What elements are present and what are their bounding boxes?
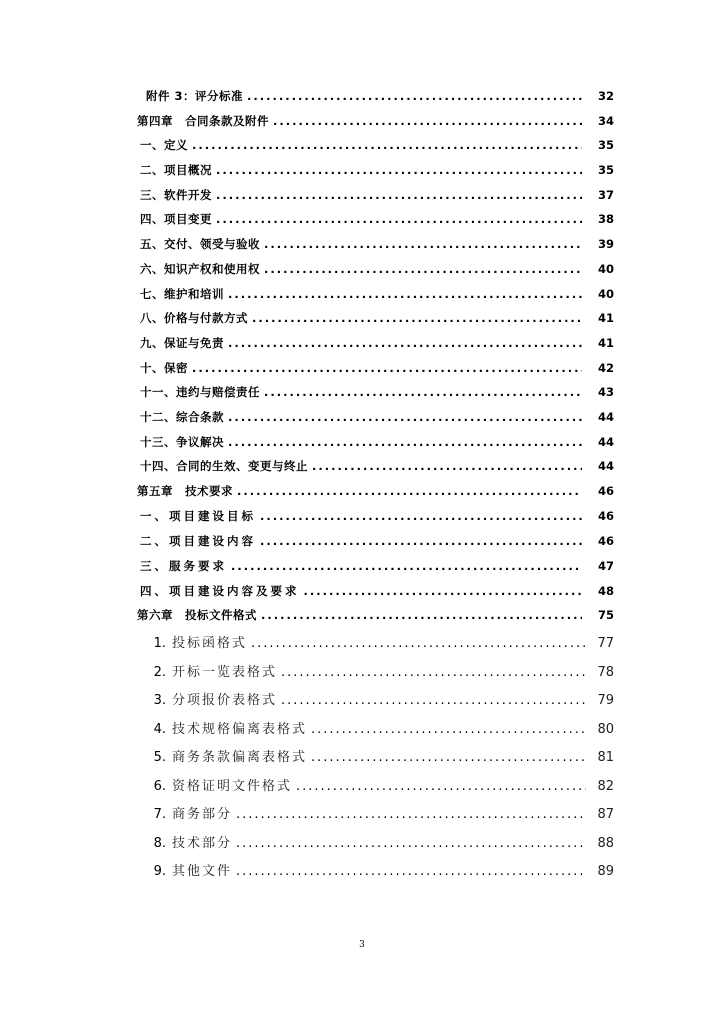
toc-leader-dots <box>264 262 582 276</box>
toc-entry-title: 六、知识产权和使用权 <box>140 262 260 276</box>
toc-format-page: 82 <box>597 779 614 794</box>
toc-entry-page: 42 <box>597 361 614 375</box>
toc-entry-page: 41 <box>597 311 614 325</box>
toc-leader-dots <box>281 693 586 708</box>
toc-entry-title: 二、项目概况 <box>140 163 212 177</box>
toc-entry-page: 38 <box>597 212 614 226</box>
toc-format-number: 6. <box>153 779 166 794</box>
toc-leader-dots <box>261 608 582 622</box>
toc-format-page: 79 <box>597 693 614 708</box>
toc-format-page: 80 <box>597 722 614 737</box>
toc-entry-c6[interactable] <box>140 261 614 283</box>
toc-leader-dots <box>237 484 582 498</box>
toc-entry-title: 十、保密 <box>140 361 188 375</box>
toc-entry-page: 44 <box>597 435 614 449</box>
toc-leader-dots <box>260 509 582 523</box>
toc-entry-title: 二、项目建设内容 <box>140 534 256 548</box>
toc-entry-title: 七、维护和培训 <box>140 287 224 301</box>
toc-format-entry[interactable] <box>140 832 614 860</box>
toc-leader-dots <box>192 138 582 152</box>
toc-leader-dots <box>281 665 586 680</box>
toc-entry-c1[interactable] <box>140 137 614 159</box>
toc-entry-c4[interactable] <box>140 211 614 233</box>
toc-format-entry[interactable] <box>140 746 614 774</box>
toc-entry-chapter-5[interactable] <box>137 483 614 505</box>
toc-entry-page: 41 <box>597 336 614 350</box>
toc-entry-title: 一、定义 <box>140 138 188 152</box>
toc-leader-dots <box>216 163 582 177</box>
toc-entry-c2[interactable] <box>140 162 614 184</box>
toc-entry-c12[interactable] <box>140 409 614 431</box>
toc-entry-page: 75 <box>597 608 614 622</box>
toc-leader-dots <box>264 385 582 399</box>
toc-entry-page: 47 <box>597 559 614 573</box>
toc-format-page: 78 <box>597 665 614 680</box>
toc-entry-chapter-4[interactable] <box>137 113 614 135</box>
toc-entry-title: 第六章 投标文件格式 <box>137 608 257 622</box>
toc-leader-dots <box>312 459 582 473</box>
toc-format-title: 投标函格式 <box>172 636 248 651</box>
toc-format-page: 89 <box>597 864 614 879</box>
toc-leader-dots <box>264 237 582 251</box>
toc-format-number: 1. <box>153 636 166 651</box>
toc-leader-dots <box>228 435 582 449</box>
toc-format-number: 5. <box>153 750 166 765</box>
toc-format-page: 87 <box>597 807 614 822</box>
toc-format-number: 9. <box>153 864 166 879</box>
toc-format-title: 技术规格偏离表格式 <box>172 722 308 737</box>
toc-entry-title: 九、保证与免责 <box>140 336 224 350</box>
toc-entry-page: 46 <box>597 534 614 548</box>
toc-leader-dots <box>273 114 582 128</box>
toc-format-entry[interactable] <box>140 860 614 888</box>
toc-entry-c3[interactable] <box>140 187 614 209</box>
toc-format-entry[interactable] <box>140 632 614 660</box>
toc-format-title: 商务条款偏离表格式 <box>172 750 308 765</box>
toc-entry-title: 十一、违约与赔偿责任 <box>140 385 260 399</box>
toc-entry-page: 34 <box>597 114 614 128</box>
toc-leader-dots <box>216 188 582 202</box>
toc-leader-dots <box>304 584 583 598</box>
toc-entry-page: 40 <box>597 287 614 301</box>
toc-leader-dots <box>251 636 586 651</box>
toc-format-entry[interactable] <box>140 661 614 689</box>
toc-entry-title: 四、项目建设内容及要求 <box>140 584 300 598</box>
toc-entry-title: 十三、争议解决 <box>140 435 224 449</box>
toc-entry-page: 46 <box>597 484 614 498</box>
toc-entry-page: 40 <box>597 262 614 276</box>
toc-entry-page: 37 <box>597 188 614 202</box>
toc-entry-c14[interactable] <box>140 458 614 480</box>
toc-entry-title: 十四、合同的生效、变更与终止 <box>140 459 308 473</box>
toc-format-entry[interactable] <box>140 803 614 831</box>
toc-entry-page: 35 <box>597 138 614 152</box>
toc-leader-dots <box>236 807 586 822</box>
toc-leader-dots <box>236 864 586 879</box>
toc-leader-dots <box>228 410 582 424</box>
toc-leader-dots <box>247 89 582 103</box>
toc-format-title: 技术部分 <box>172 836 233 851</box>
toc-leader-dots <box>231 559 582 573</box>
toc-entry-c5[interactable] <box>140 236 614 258</box>
toc-entry-page: 32 <box>597 89 614 103</box>
toc-entry-title: 八、价格与付款方式 <box>140 311 248 325</box>
toc-format-number: 8. <box>153 836 166 851</box>
toc-format-number: 2. <box>153 665 166 680</box>
toc-entry-page: 44 <box>597 410 614 424</box>
page-number: 3 <box>359 940 365 950</box>
toc-format-title: 开标一览表格式 <box>172 665 278 680</box>
toc-entry-chapter-6[interactable] <box>137 607 614 629</box>
toc-entry-c13[interactable] <box>140 434 614 456</box>
toc-format-title: 其他文件 <box>172 864 233 879</box>
toc-leader-dots <box>236 836 586 851</box>
toc-entry-page: 44 <box>597 459 614 473</box>
toc-entry-c11[interactable] <box>140 384 614 406</box>
toc-leader-dots <box>216 212 582 226</box>
toc-leader-dots <box>228 336 582 350</box>
toc-format-page: 77 <box>597 636 614 651</box>
toc-entry-page: 35 <box>597 163 614 177</box>
toc-entry-t2[interactable] <box>140 533 614 555</box>
toc-entry-appendix-3[interactable] <box>146 88 614 110</box>
toc-format-page: 81 <box>597 750 614 765</box>
toc-entry-t1[interactable] <box>140 508 614 530</box>
toc-entry-title: 一、项目建设目标 <box>140 509 256 523</box>
toc-format-number: 4. <box>153 722 166 737</box>
toc-format-title: 分项报价表格式 <box>172 693 278 708</box>
toc-entry-c9[interactable] <box>140 335 614 357</box>
toc-entry-page: 48 <box>597 584 614 598</box>
toc-leader-dots <box>311 750 586 765</box>
toc-entry-title: 三、服务要求 <box>140 559 227 573</box>
toc-format-number: 3. <box>153 693 166 708</box>
toc-entry-page: 39 <box>597 237 614 251</box>
toc-format-entry[interactable] <box>140 775 614 803</box>
toc-leader-dots <box>228 287 582 301</box>
toc-entry-title: 附件 3：评分标准 <box>146 89 244 103</box>
toc-format-title: 资格证明文件格式 <box>172 779 293 794</box>
toc-entry-title: 四、项目变更 <box>140 212 212 226</box>
toc-leader-dots <box>192 361 582 375</box>
toc-format-page: 88 <box>597 836 614 851</box>
toc-format-entry[interactable] <box>140 689 614 717</box>
toc-format-entry[interactable] <box>140 718 614 746</box>
toc-entry-t3[interactable] <box>140 558 614 580</box>
toc-entry-c10[interactable] <box>140 360 614 382</box>
toc-leader-dots <box>311 722 586 737</box>
toc-entry-title: 五、交付、领受与验收 <box>140 237 260 251</box>
toc-entry-page: 46 <box>597 509 614 523</box>
toc-entry-page: 43 <box>597 385 614 399</box>
toc-entry-title: 十二、综合条款 <box>140 410 224 424</box>
toc-entry-title: 三、软件开发 <box>140 188 212 202</box>
toc-entry-c8[interactable] <box>140 310 614 332</box>
toc-entry-t4[interactable] <box>140 583 614 605</box>
toc-entry-title: 第四章 合同条款及附件 <box>137 114 269 128</box>
toc-entry-title: 第五章 技术要求 <box>137 484 233 498</box>
toc-format-number: 7. <box>153 807 166 822</box>
toc-format-title: 商务部分 <box>172 807 233 822</box>
toc-entry-c7[interactable] <box>140 286 614 308</box>
toc-leader-dots <box>252 311 582 325</box>
toc-leader-dots <box>296 779 586 794</box>
toc-leader-dots <box>260 534 582 548</box>
